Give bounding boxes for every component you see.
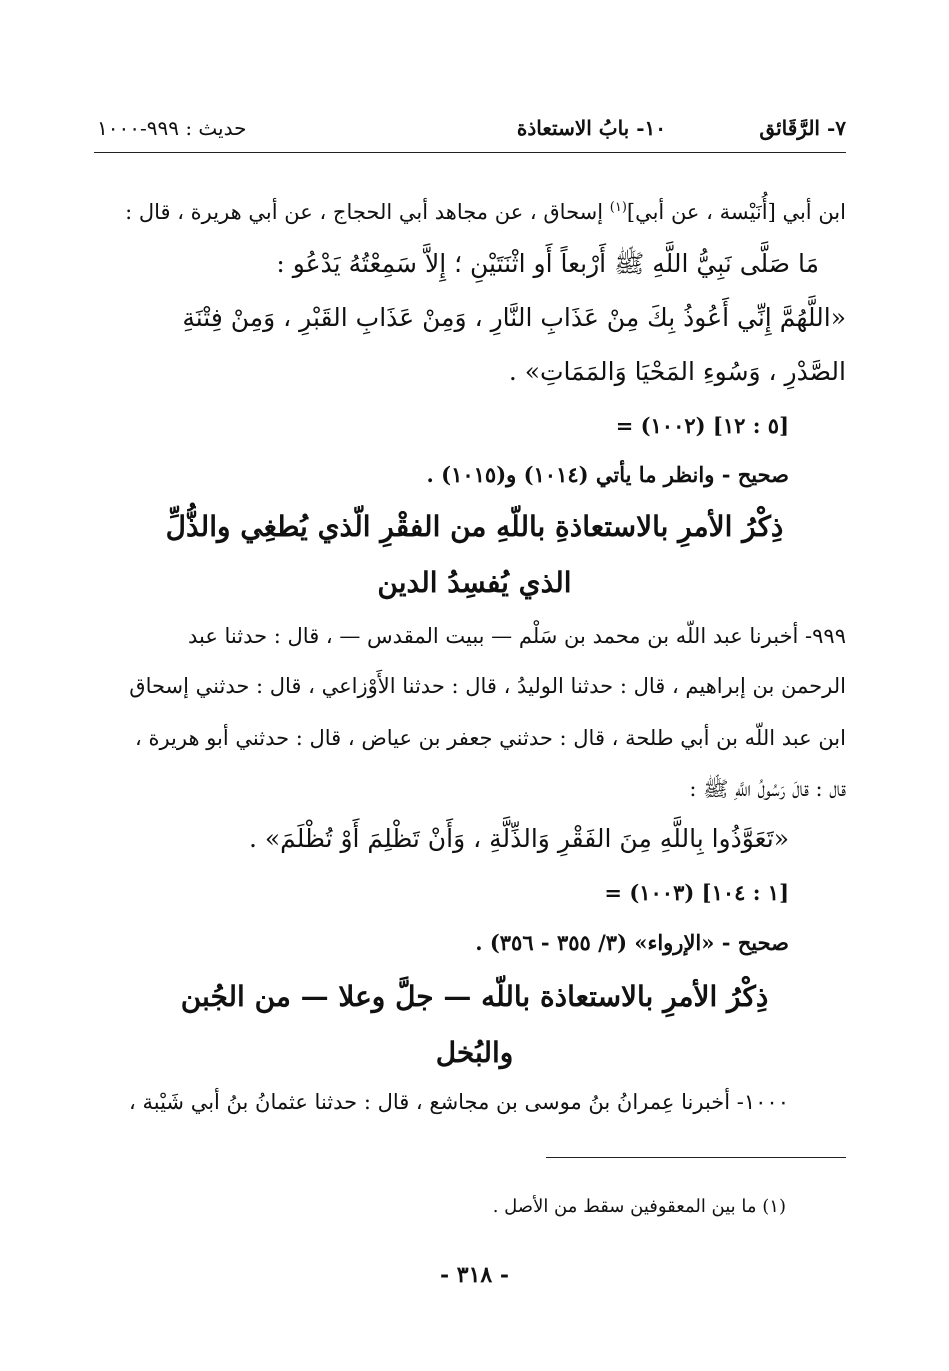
hadith-999-line-3: ابن عبد اللّه بن أبي طلحة ، قال : حدثني جعفر بن عياض ، قال : حدثني أبو هريرة ،: [134, 726, 846, 750]
grading-2: صحيح - «الإرواء» (٣/ ٣٥٥ - ٣٥٦) .: [475, 930, 789, 955]
header-divider: [94, 152, 846, 153]
section-title-2-line-1: ذِكْرُ الأمرِ بالاستعاذة باللّه — جلَّ وعلا — من الجُبن: [180, 980, 769, 1013]
isnad-line-1-end: إسحاق ، عن مجاهد أبي الحجاج ، عن أبي هريرة ، قال :: [125, 200, 604, 224]
section-title-1-line-1: ذِكْرُ الأمرِ بالاستعاذةِ باللّهِ من الفقْرِ الّذي يُطغِي والذُّلِّ: [165, 510, 784, 543]
hadith-999-line-4: قال : قالَ رَسُولُ اللَّهِ ﷺ :: [689, 777, 846, 801]
header-bab: ١٠- بابُ الاستعاذة: [516, 116, 666, 140]
cross-reference-1002: = (١٠٠٢) [٥ : ١٢]: [615, 413, 789, 438]
isnad-line-1: [125, 200, 846, 224]
grading-1: صحيح - وانظر ما يأتي (١٠١٤) و(١٠١٥) .: [426, 462, 789, 487]
isnad-line-1-start: ابن أبي [أُنَيْسة ، عن أبي]: [626, 200, 846, 224]
header-hadith-range: حديث : ٩٩٩-١٠٠٠: [97, 116, 247, 140]
footnote-divider: [546, 1157, 846, 1158]
footnote-marker: (١): [609, 200, 627, 215]
header-chapter: ٧- الرَّقَائق: [759, 116, 846, 140]
matn-line-2: «اللَّهُمَّ إِنِّي أَعُوذُ بِكَ مِنْ عَذَابِ النَّارِ ، وَمِنْ عَذَابِ القَبْرِ ، وَمِنْ فِتْنَةِ: [182, 303, 846, 332]
page-number: - ٣١٨ -: [439, 1262, 510, 1288]
hadith-999-line-1: ٩٩٩- أخبرنا عبد اللّه بن محمد بن سَلْم — ببيت المقدس — ، قال : حدثنا عبد: [187, 624, 846, 648]
matn-line-1: مَا صَلَّى نَبِيُّ اللَّهِ ﷺ أَرْبعاً أَو اثْنَتَيْنِ ؛ إِلاَّ سَمِعْتُهُ يَدْعُو :: [276, 249, 819, 278]
section-title-1-line-2: الذي يُفسِدُ الدين: [377, 566, 572, 599]
matn-999: «تَعَوَّذُوا بِاللَّهِ مِنَ الفَقْرِ وَالذِّلَّةِ ، وَأَنْ تَظْلِمَ أَوْ تُظْلَمَ» .: [248, 824, 789, 853]
hadith-999-line-2: الرحمن بن إبراهيم ، قال : حدثنا الوليدُ ، قال : حدثنا الأَوْزاعي ، قال : حدثني إسحاق: [129, 674, 846, 698]
footnote-1: (١) ما بين المعقوفين سقط من الأصل .: [492, 1196, 786, 1217]
hadith-1000-line-1: ١٠٠٠- أخبرنا عِمرانُ بنُ موسى بن مجاشع ، قال : حدثنا عثمانُ بنُ أبي شَيْبة ،: [129, 1090, 789, 1114]
cross-reference-1003: = (١٠٠٣) [١ : ١٠٤]: [604, 880, 789, 905]
matn-line-3: الصَّدْرِ ، وَسُوءِ المَحْيَا وَالمَمَاتِ» .: [508, 357, 846, 386]
section-title-2-line-2: والبُخل: [435, 1036, 514, 1069]
